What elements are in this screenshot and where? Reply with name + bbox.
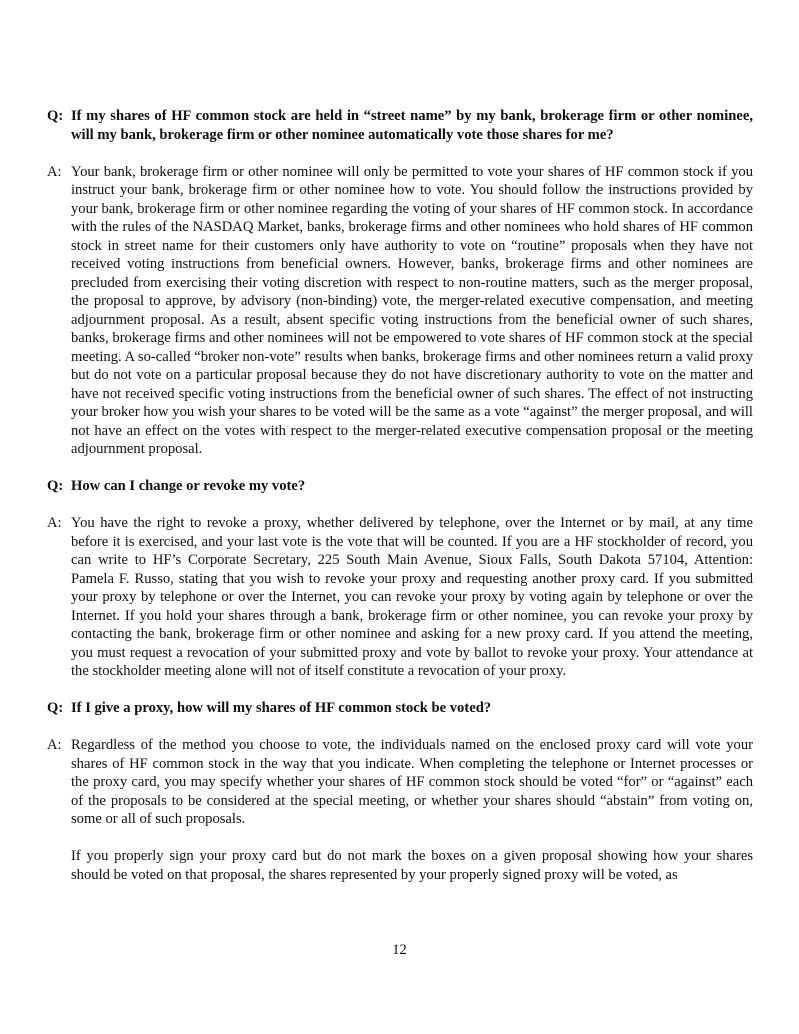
answer-3 [47,736,753,829]
answer-label: A: [47,515,62,531]
question-3 [47,699,753,718]
question-2 [47,477,753,496]
answer-2 [47,514,753,681]
answer-text: Regardless of the method you choose to vote, the individuals named on the enclosed proxy card will vote your shares of HF common stock in the way that you indicate. When completing the telephone or Internet processes or the proxy card, you may specify whether your shares of HF common stock should be voted “for” or “against” each of the proposals to be considered at the special meeting, or whether your shares should “abstain” from voting on, some or all of such proposals. [71,737,753,827]
answer-text-continued: If you properly sign your proxy card but do not mark the boxes on a given proposal showing how your shares should be voted on that proposal, the shares represented by your properly signed proxy will be voted, as [71,848,753,883]
answer-label: A: [47,737,62,753]
question-label: Q: [47,108,64,124]
question-label: Q: [47,478,64,494]
answer-text: You have the right to revoke a proxy, whether delivered by telephone, over the Internet or by mail, at any time before it is exercised, and your last vote is the vote that will be counted. If you are a HF stockholder of record, you can write to HF’s Corporate Secretary, 225 South Main Avenue, Sioux Falls, South Dakota 57104, Attention: Pamela F. Russo, stating that you wish to revoke your proxy and requesting another proxy card. If you submitted your proxy by telephone or over the Internet, you can revoke your proxy by voting again by telephone or over the Internet. If you hold your shares through a bank, brokerage firm or other nominee, you can revoke your proxy by contacting the bank, brokerage firm or other nominee and asking for a new proxy card. If you attend the meeting, you must request a revocation of your submitted proxy and vote by ballot to revoke your proxy. Your attendance at the stockholder meeting alone will not of itself constitute a revocation of your proxy. [71,515,753,679]
document-page [47,107,753,884]
answer-1 [47,163,753,459]
answer-3-continued [47,847,753,884]
question-1 [47,107,753,144]
answer-text: Your bank, brokerage firm or other nominee will only be permitted to vote your shares of HF common stock if you instruct your bank, brokerage firm or other nominee how to vote. You should follow the instructions provided by your bank, brokerage firm or other nominee regarding the voting of your shares of HF common stock. In accordance with the rules of the NASDAQ Market, banks, brokerage firms and other nominees who hold shares of HF common stock in street name for their customers only have authority to vote on “routine” proposals when they have not received voting instructions from beneficial owners. However, banks, brokerage firms and other nominees are precluded from exercising their voting discretion with respect to non-routine matters, such as the merger proposal, the proposal to approve, by advisory (non-binding) vote, the merger-related executive compensation, and meeting adjournment proposal. As a result, absent specific voting instructions from the beneficial owner of such shares, banks, brokerage firms and other nominees will not be empowered to vote shares of HF common stock at the special meeting. A so-called “broker non-vote” results when banks, brokerage firms and other nominees return a valid proxy but do not vote on a particular proposal because they do not have discretionary authority to vote on the matter and have not received specific voting instructions from the beneficial owner of such shares. The effect of not instructing your broker how you wish your shares to be voted will be the same as a vote “against” the merger proposal, and will not have an effect on the votes with respect to the merger-related executive compensation proposal or the meeting adjournment proposal. [71,163,753,457]
question-text: If I give a proxy, how will my shares of HF common stock be voted? [71,700,492,716]
answer-label: A: [47,163,62,180]
question-label: Q: [47,700,64,716]
question-text: How can I change or revoke my vote? [71,478,306,494]
page-number: 12 [392,942,407,958]
question-text: If my shares of HF common stock are held in “street name” by my bank, brokerage firm or other nominee, will my bank, brokerage firm or other nominee automatically vote those shares for me? [71,108,753,143]
